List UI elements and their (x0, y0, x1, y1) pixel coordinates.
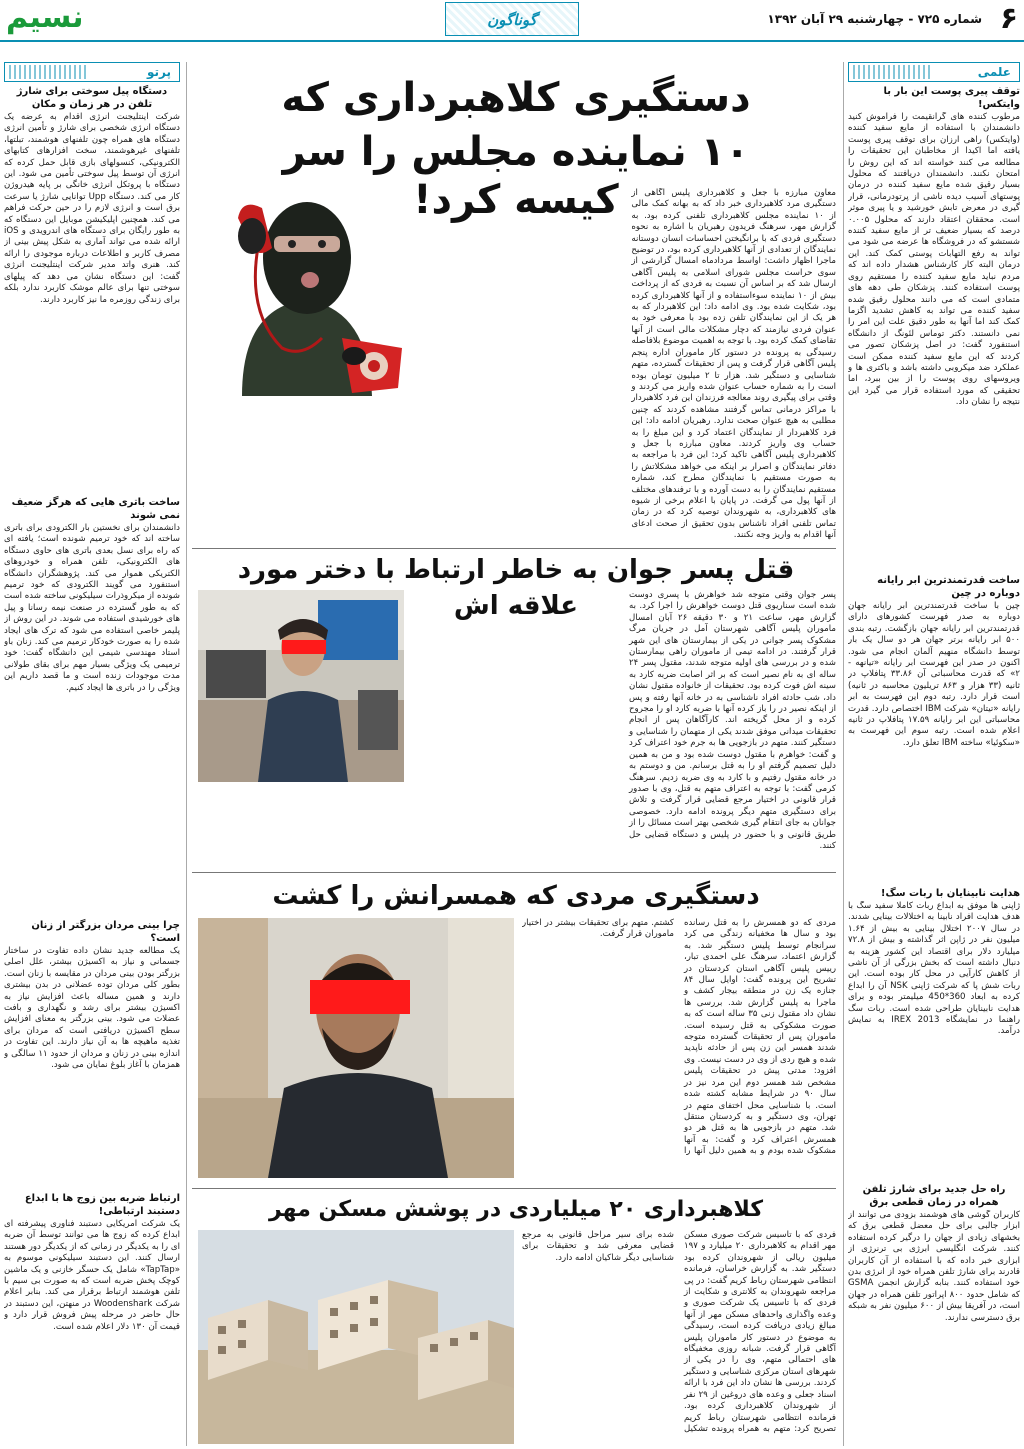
right-item-heading: هدایت نابینایان با ربات سگ! (880, 888, 1020, 899)
header-pattern (9, 65, 89, 79)
article-wife-killer (192, 874, 840, 1188)
article2-body: پسر جوان وقتی متوجه شد خواهرش با پسری دوست شده است سناریوی قتل دوست خواهرش را اجرا کرد. به گزارش مهر، ساعت ۲۱ و ۳۰ دقیقه ۲۶ آبان امسال ماموران پلیس آگاهی شهرستان آمل در جریان مرگ مشکوک پسر جوانی در یکی از بیمارستان های این شهر قرار گرفتند. در ادامه تیمی از ماموران راهی بیمارستان شده و در بررسی های اولیه متوجه شدند، مقتول پسر ۲۴ ساله ای به نام نصیر است که بر اثر اصابت ضربه کارد به سینه اش فوت کرده بود. تحقیقات از خانواده مقتول نشان داد، شب حادثه افراد ناشناسی به در خانه آنها رفته و پس از اینکه نصیر در را باز کرده آنها با ضربه کارد او را مجروح کرده و از محل گریخته اند. کارآگاهان پس از انجام تحقیقات میدانی موفق شدند یکی از متهمان را شناسایی و دستگیر کنند. متهم در بازجویی ها به جرم خود اعتراف کرد و گفت: خواهرم با مقتول دوست شده بود و من به همین دلیل تصمیم گرفتم او را به قتل برسانم. من و دوستم به در خانه مقتول رفتیم و با کارد به وی ضربه زدیم. سرهنگ کرمی گفت: با توجه به اعتراف متهم به قتل، وی با صدور قرار قانونی در اختیار مرجع قضایی قرار گرفت و تلاش برای دستگیری متهم دیگر پرونده ادامه دارد. خصوصی جوانان به جای انتقام گیری شخصی بهتر است مسائل را از طریق قانونی و با حضور در پلیس و دستگاه قضایی حل کنند. (629, 590, 836, 851)
section-title: گوناگون (487, 11, 537, 29)
headline: قتل پسر جوان به خاطر ارتباط با دختر مورد علاقه اش (237, 555, 795, 621)
section-rule (192, 548, 836, 549)
article1-body: معاون مبارزه با جعل و کلاهبرداری پلیس آگاهی از دستگیری مرد کلاهبرداری خبر داد که به بهانه کمک مالی از ۱۰ نماینده مجلس کلاهبرداری تلفنی کرده بود. به گزارش مهر، سرهنگ فریدون رهبریان با اشاره به نحوه دستگیری فردی که با برانگیختن احساسات انسان دوستانه نمایندگان از تعدادی از آنها کلاهبرداری کرده بود، در توضیح ماجرا اظهار داشت: اواسط مردادماه امسال گزارشی از سوی حراست مجلس شورای اسلامی به پلیس آگاهی ارسال شد که بر اساس آن نسبت به فردی که از پرداخت بیش از ۱۰ نماینده سوءاستفاده و از آنها کلاهبرداری کرده بود، شکایت شده بود. وی ادامه داد: این کلاهبردار که به هر یک از این نمایندگان تلفن زده بود با معرفی خود به عنوان فردی نیازمند که دچار مشکلات مالی است از آنها تقاضای کمک کرده بود. با توجه به اهمیت موضوع بلافاصله رسیدگی به پرونده در دستور کار ماموران اداره پنجم پلیس آگاهی قرار گرفت و پس از تحقیقات گسترده، متهم شناسایی و دستگیر شد. هزار تا ۲ میلیون تومان بوده است را به شماره حساب عنوان شده واریز می کردند و وقتی برای پیگیری روند معالجه فرزندان این فرد کلاهبردار با مراکز درمانی تماس گرفتند مشاهده کردند که چنین مطلبی به هیچ عنوان صحت ندارد. رهبریان ادامه داد: این فرد کلاهبردار از نمایندگان اعتماد کرد و این مبلغ را به حساب وی واریز کردند. معاون مبارزه با جعل و کلاهبرداری پلیس آگاهی تاکید کرد: این فرد با مراجعه به دفاتر نمایندگان و اصرار بر اینکه می خواهد مشکلاتش را به صورت مستقیم با نمایندگان مطرح کند، شماره مستقیم نمایندگان را به دست آورده و با ترفندهای مختلف از آنها پول می گرفت. در پایان با اعلام برخی از شیوه های کلاهبرداری، به شهروندان توصیه کرد که در زمان تماس تلفنی افراد ناشناس بدون تحقیق از صحت ادعای آنها اقدام به واریز وجه نکنند. (631, 188, 836, 541)
left-column-title: پرتو (147, 65, 171, 79)
section-rule (192, 1188, 836, 1189)
left-item-heading: چرا بینی مردان بزرگتر از زنان است؟ (31, 920, 180, 944)
article-housing-fraud (192, 1190, 840, 1446)
right-item-heading: راه حل جدید برای شارژ تلفن همراه در زمان قطعی برق (862, 1184, 1006, 1208)
article3-body: مردی که دو همسرش را به قتل رسانده بود و سال ها مخفیانه زندگی می کرد سرانجام توسط پلیس دستگیر شد. به گزارش اعتماد، سرهنگ علی احمدی تبار، رییس پلیس آگاهی استان کردستان در تشریح این پرونده گفت: اوایل سال ۸۴ جنازه یک زن در منطقه بیجار کشف و ماجرا به پلیس گزارش شد. بررسی ها نشان داد مقتول زنی ۳۵ ساله است که به صورت مشکوکی به قتل رسیده است. ماموران پس از تحقیقات گسترده متوجه شدند همسر این زن پس از حادثه ناپدید شده و هیچ ردی از وی در دست نیست. وی افزود: مدتی پیش در تحقیقات پلیس مشخص شد همسر دوم این مرد نیز در سال ۹۰ در شرایط مشابه کشته شده است. با شناسایی محل اختفای متهم در تهران، وی دستگیر و به کردستان منتقل شد. متهم در بازجویی ها به قتل هر دو همسرش اعتراف کرد و گفت: به آنها مشکوک شده بودم و به همین دلیل آنها را کشتم. متهم برای تحقیقات بیشتر در اختیار ماموران قرار گرفت. (522, 918, 836, 1157)
column-divider (843, 62, 844, 1446)
right-item-heading: توقف پیری پوست این بار با وایتکس! (883, 86, 1020, 110)
suspect-photo-office (198, 590, 404, 782)
right-item-body: کاربران گوشی های هوشمند بزودی می توانند از ابزار جالبی برای حل معضل قطعی برق که بخشهای زیادی از جهان را درگیر کرده استفاده کنند. شرکت انگلیسی ابرژی بی ترنرژی از ابزاری خبر داده که با استفاده از آن کاربران قادرند برای شارژ تلفن همراه خود از انرژی بدن خود استفاده کنند. بنابه گزارش انجمن GSMA که شامل حدود ۸۰۰ اپراتور تلفن همراه در جهان است، در آفریقا بیش از ۶۰۰ میلیون نفر به شبکه برق دسترسی ندارند. (848, 1210, 1020, 1323)
header-pattern (853, 65, 933, 79)
article-fraud-mps (192, 60, 840, 546)
header-rule (0, 40, 1024, 42)
column-divider (186, 62, 187, 1446)
headline: کلاهبرداری ۲۰ میلیاردی در پوشش مسکن مهر (268, 1197, 764, 1222)
headline-line-2: ۱۰ نماینده مجلس را سر کیسه کرد! (282, 129, 750, 223)
section-banner (445, 2, 579, 36)
headline: دستگیری مردی که همسرانش را کشت (272, 881, 760, 911)
left-item-heading: دستگاه پیل سوختی برای شارژ تلفن در هر زمان و مکان (16, 86, 168, 110)
page-header (0, 0, 1024, 42)
right-item-body: مرطوب کننده های گرانقیمت را فراموش کنید دانشمندان با استفاده از مایع سفید کننده (وایتکس) راهی ارزان برای توقف پیری پوست یافته اما اکیدا از مخاطبان این تحقیقات را مطالعه می کنند خواسته اند که این روش را امتحان نکنند. دانشمندان دریافتند که محلول بسیار رقیق شده مایع سفید کننده در درمان پوستهای آسیب دیده ناشی از پرتودرمانی، قرار گیری در معرض تابش خورشید و یا پیری موثر است. محققان اعتقاد دارند که محلول ۰.۰۰۵ درصد که بسیار ضعیف تر از مایع سفید کننده شستشو که در فروشگاه ها عرضه می شود می تواند به رفع التهابات پوستی کمک کند. این درمان البته کار کارشناس هشدار داده اند که مردم نباید مایع سفید کننده را مستقیم روی پوست استفاده کنند. پزشکان طی دهه های متمادی است که می دانند محلول رقیق شده سفید کننده می تواند به کاهش تشدید اگزما کمک کند اما آنها به طور دقیق علت این امر را نمی دانستند. دکتر توماس لئونگ از دانشگاه استنفورد گفت: در اصل پزشکان تصور می کردند که این مایع سفید کننده ممکن است عملکرد ضد میکروبی داشته باشد و باکتری ها و ویروسهای روی پوست را از بین ببرد، اما تحقیقی که مورد استفاده قرار می گیرد این نتیجه را نشان داد. (848, 112, 1020, 408)
article-murder-young (192, 550, 840, 872)
left-item-heading: ارتباط ضربه بین زوج ها با ابداع دستبند ارتباطی! (24, 1193, 180, 1217)
article2-body-cont (198, 786, 404, 868)
left-item-body: شرکت اینتلیجنت انرژی اقدام به عرضه یک دستگاه انرژی شخصی برای شارژ و تأمین انرژی دستگاه های همراه چون تلفنهای هوشمند، تبلتها، تلفنهای غیرهوشمند، سخت افزارهای کتابهای الکترونیکی، کنسولهای بازی قابل حمل کرده که انرژی آن توسط پیل سوختی تأمین می شود. این دستگاه با پروتکل انرژی خانگی بر پایه هیدروژن کار می کند. دستگاه Upp توانایی شارژ یا سرعت برق است و انرژی لازم را در حین حرکت فراهم می کند. همچنین اپلیکیشن موبایل این دستگاه که به طور رایگان برای دستگاه های اندرویدی و iOS ارائه شده می تواند آماری به شکل پیش بینی از مصرف کاربر و اطلاعات درباره موجودی را ارائه کند. هنری واتد مدیر شرکت اینتلیجنت انرژی گفت: این دستگاه نشان می دهد که پیلهای سوختی تنها برای عالم موشک کاربرد ندارد بلکه برای زندگی روزمره ما نیز کاربرد دارند. (4, 112, 180, 305)
right-item-body: ژاپنی ها موفق به ابداع ربات کاملا سفید سگ با هدف هدایت افراد نابینا به اختلالات بینایی شدند. در سال ۲۰۰۷ اختلال بینایی به بیش از ۱.۶۴ میلیون نفر در ژاپن اثر گذاشته و بیش از ۷۲.۸ میلیارد دلار برای اقتصاد این کشور هزینه به دنبال داشته است که بخش بزرگی از آن ناشی از کاهش کارآیی در محل کار بوده است. این ربات شش پا که شرکت ژاپنی NSK آن را ابداع کرده به ابعاد 360*450 میلیمتر بوده و برای هدایت نابینایان طراحی شده است. ربات سگ راهنما در نمایشگاه IREX 2013 به نمایش درآمد. (848, 901, 1020, 1037)
right-column (848, 62, 1020, 1446)
left-column (4, 62, 180, 1446)
newspaper-logo: نسیم (6, 0, 84, 35)
left-item-heading: ساخت باتری هایی که هرگز ضعیف نمی شوند (11, 497, 180, 521)
right-column-title: علمی (977, 65, 1011, 79)
right-item-heading: ساخت قدرتمندترین ابر رایانه دوباره در چین (877, 575, 1020, 599)
housing-complex-photo (198, 1230, 514, 1444)
section-rule (192, 872, 836, 873)
issue-date: شماره ۷۲۵ - چهارشنبه ۲۹ آبان ۱۳۹۲ (767, 12, 982, 26)
page-number: ۶ (999, 1, 1018, 36)
article4-body: فردی که با تاسیس شرکت صوری مسکن مهر اقدام به کلاهبرداری ۲۰ میلیارد و ۱۹۷ میلیون ریالی از شهروندان کرده بود دستگیر شد. به گزارش خراسان، فرمانده انتظامی شهرستان رباط کریم گفت: در پی مراجعه شهروندان به کلانتری و شکایت از فردی که با تاسیس یک شرکت صوری و وعده واگذاری واحدهای مسکن مهر از آنها مبالغ زیادی دریافت کرده است، رسیدگی به موضوع در دستور کار ماموران پلیس آگاهی قرار گرفت. شبانه روزی مخفیگاه های احتمالی متهم، وی را در یکی از شهرهای استان مرکزی شناسایی و دستگیر کردند. بررسی ها نشان داد این فرد با ارائه اسناد جعلی و وعده های دروغین از ۲۹ نفر از شهروندان کلاهبرداری کرده بود. فرمانده انتظامی شهرستان رباط کریم تصریح کرد: متهم به همراه پرونده تشکیل شده برای سیر مراحل قانونی به مرجع قضایی معرفی شد و تحقیقات برای شناسایی دیگر شاکیان ادامه دارد. (522, 1230, 836, 1434)
left-item-body: یک شرکت آمریکایی دستبند فناوری پیشرفته ای ابداع کرده که زوج ها می توانند توسط آن ضربه ای را به یکدیگر در زمانی که از یکدیگر دور هستند ارسال کنند. این دستبند سیلیکونی موسوم به «TapTap» شامل یک حسگر خازنی و یک ماشین کوچک پخش ضربه است که به صورت بی سیم با تلفن هوشمند ارتباط برقرار می کند. بنابر اعلام شرکت Woodenshark در منهتن، این دستبند در حال حاضر در مرحله پیش فروش قرار دارد و قیمت آن ۱۳۰ دلار اعلام شده است. (4, 1219, 180, 1332)
left-column-header (4, 62, 180, 82)
suspect-photo-portrait (198, 918, 514, 1178)
right-item-body: چین با ساخت قدرتمندترین ابر رایانه جهان دوباره به صدر فهرست کشورهای دارای قدرتمندترین ابر رایانه جهان بازگشت. رتبه بندی ۵۰۰ ابر رایانه برتر جهان هر دو سال یک بار توسط دانشگاه منهیم آلمان انجام می شود. اکنون در صدر این فهرست ابر رایانه «تیانهه - ۲» که قدرت محاسباتی آن ۳۳.۸۶ پتافلاپ در ثانیه (۳۳ هزار و ۸۶۳ تریلیون محاسبه در ثانیه) است قرار دارد. رتبه دوم این فهرست به ابر رایانه «تیتان» شرکت IBM اختصاص دارد. قدرت محاسباتی این ابر رایانه ۱۷.۵۹ پتافلاپ در ثانیه اعلام شده است. رتبه سوم این فهرست به «سکوئیا» ساخته IBM تعلق دارد. (848, 601, 1020, 748)
left-item-body: یک مطالعه جدید نشان داده تفاوت در ساختار جسمانی و نیاز به اکسیژن بیشتر، علل اصلی بزرگتر بودن بینی مردان در مقایسه با زنان است. بطور کلی مردان توده عضلانی در بدن بیشتری دارند و همین مساله باعث افزایش نیاز به اکسیژن بیشتر برای رشد و نگهداری و بافت عضلات می شود. بینی بزرگتر به معنای افزایش سطح اکسیژن دریافتی است که مردان برای تغذیه ماهیچه ها به آن نیاز دارند. این تفاوت در اندازه بینی در زنان و مردان از حدود ۱۱ سالگی و همزمان با آغاز بلوغ نمایان می شود. (4, 946, 180, 1071)
left-item-body: دانشمندان برای نخستین بار الکترودی برای باتری ساخته اند که خود ترمیم شونده است؛ یافته ای که راه برای نسل بعدی باتری های حاوی دستگاه های الکترونیکی، تلفن همراه و خودروهای الکتریکی هموار می کند. پژوهشگران دانشگاه استنفورد می گویند الکترودی که خود ترمیم شونده از میکروذرات سیلیکونی ساخته شده است که به طور گسترده در صنعت نیمه رسانا و پیل های خورشیدی استفاده می شوند. در این روش از پلیمر خاصی استفاده می شود که ترک های ایجاد شده را به صورت خودکار ترمیم می کند. زنان باو استاد مهندسی شیمی این دانشگاه گفت: خود ترمیمی یک ویژگی بسیار مهم برای بقای طولانی مدت موجودات زنده است و ما قصد داریم این ویژگی را در باتری ها ایجاد کنیم. (4, 523, 180, 693)
right-column-header (848, 62, 1020, 82)
headline-line-1: دستگیری کلاهبرداری که (281, 75, 751, 121)
